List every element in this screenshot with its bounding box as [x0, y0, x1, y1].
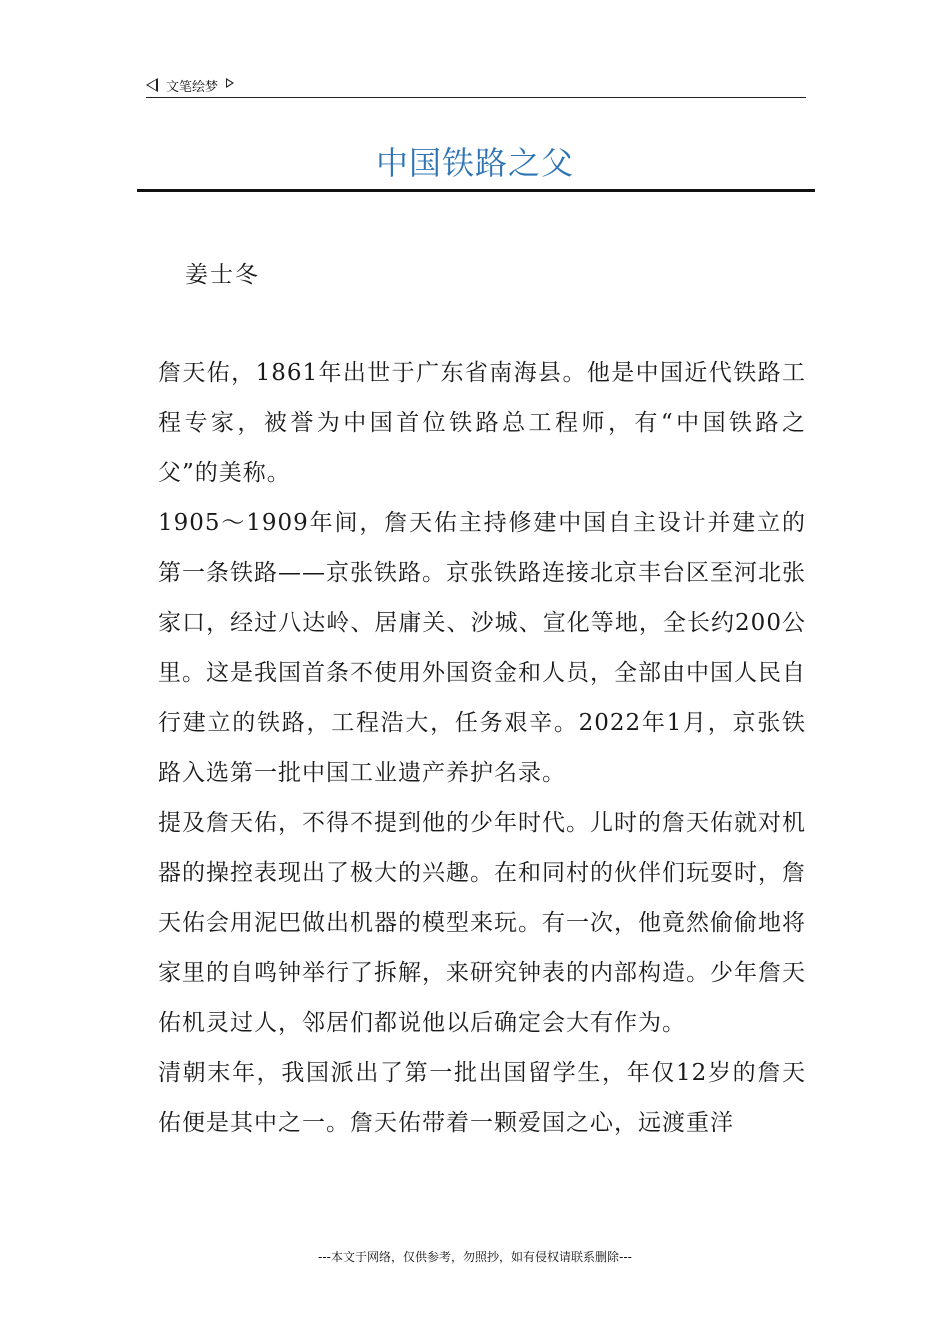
article-title: 中国铁路之父 [375, 144, 574, 182]
paragraph-2: 1905～1909年间，詹天佑主持修建中国自主设计并建立的第一条铁路——京张铁路。京张铁路连接北京丰台区至河北张家口，经过八达岭、居庸关、沙城、宣化等地，全长约200公里。这是我国首条不使用外国资金和人员，全部由中国人民自行建立的铁路，工程浩大，任务艰辛。2022年1月，京张铁路入选第一批中国工业遗产养护名录。 [158, 510, 806, 786]
header-brand: 文笔绘梦 [166, 79, 219, 95]
paragraph-4: 清朝末年，我国派出了第一批出国留学生，年仅12岁的詹天佑便是其中之一。詹天佑带着一颗爱国之心，远渡重洋 [158, 1060, 806, 1136]
title-divider [137, 189, 815, 192]
footer-disclaimer: ---本文于网络，仅供参考，勿照抄，如有侵权请联系删除--- [318, 1250, 632, 1264]
paragraph-1: 詹天佑，1861年出世于广东省南海县。他是中国近代铁路工程专家，被誉为中国首位铁路总工程师，有“中国铁路之父”的美称。 [158, 360, 806, 486]
triangle-left-icon [146, 78, 158, 92]
article-body [146, 348, 806, 1148]
page-header [146, 74, 806, 96]
header-divider [146, 97, 806, 98]
paragraph-3: 提及詹天佑，不得不提到他的少年时代。儿时的詹天佑就对机器的操控表现出了极大的兴趣。在和同村的伙伴们玩耍时，詹天佑会用泥巴做出机器的模型来玩。有一次，他竟然偷偷地将家里的自鸣钟举行了拆解，来研究钟表的内部构造。少年詹天佑机灵过人，邻居们都说他以后确定会大有作为。 [158, 810, 806, 1036]
article-author: 姜士冬 [185, 262, 260, 288]
triangle-right-icon [226, 78, 234, 88]
